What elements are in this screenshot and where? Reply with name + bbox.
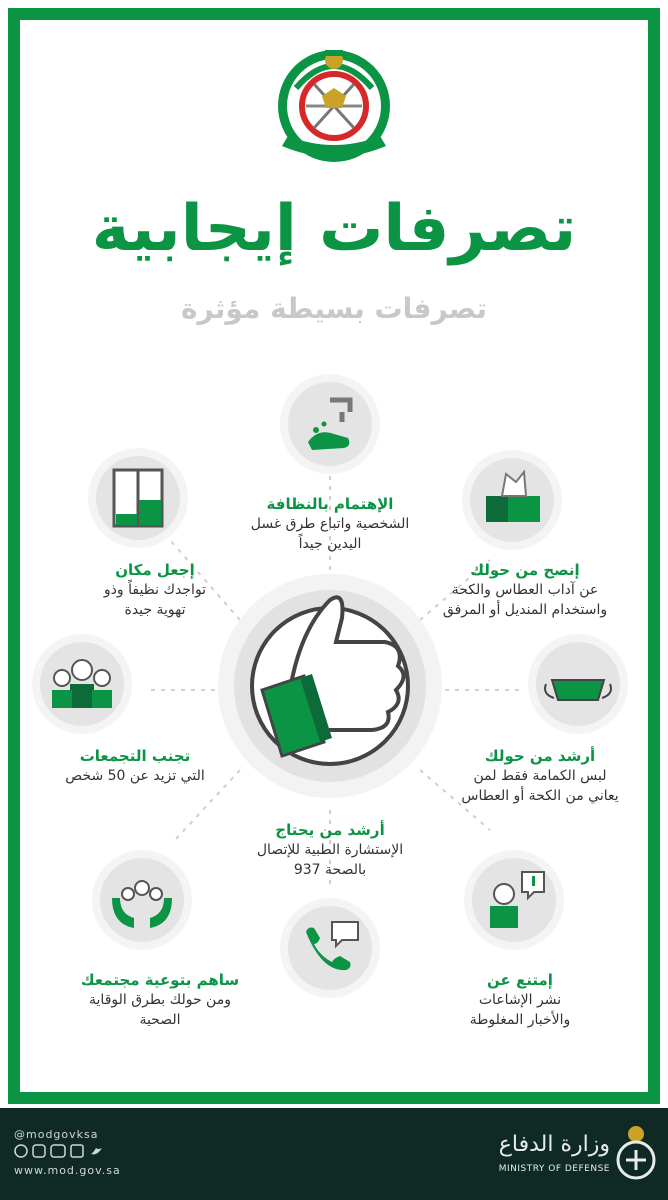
hand-washing-icon xyxy=(278,372,382,476)
social-icons xyxy=(14,1144,134,1158)
tissue-box-icon xyxy=(460,448,564,552)
face-mask-icon xyxy=(526,632,630,736)
item-mask-guidance: أرشد من حولك لبس الكمامة فقط لمن يعاني من الكحة أو العطاس xyxy=(461,747,619,804)
page-subtitle: تصرفات بسيطة مؤثرة xyxy=(180,292,488,325)
instagram-icon xyxy=(33,1145,45,1157)
community-hands-icon xyxy=(90,848,194,952)
item-hygiene: الإهتمام بالنظافة الشخصية واتباع طرق غسل اليدين جيداً xyxy=(250,495,410,552)
item-avoid-gatherings: تجنب التجمعات التي تزيد عن 50 شخص xyxy=(65,747,205,784)
page-title: تصرفات إيجابية xyxy=(91,192,577,266)
ministry-name-english: MINISTRY OF DEFENSE xyxy=(498,1164,610,1174)
footer-bar xyxy=(0,1108,668,1200)
phone-icon xyxy=(278,896,382,1000)
window-icon xyxy=(86,446,190,550)
website-url: www.mod.gov.sa xyxy=(14,1164,121,1177)
item-community-awareness: ساهم بتوعية مجتمعك ومن حولك بطرق الوقاية الصحية xyxy=(80,971,240,1028)
ministry-emblem-icon xyxy=(262,36,406,172)
twitter-icon xyxy=(91,1148,102,1154)
crowd-icon xyxy=(30,632,134,736)
thumbs-up-icon xyxy=(218,574,442,798)
facebook-icon xyxy=(71,1145,83,1157)
item-sneeze-etiquette: إنصح من حولك عن آداب العطاس والكحة واستخدام المنديل أو المرفق xyxy=(442,561,608,618)
ministry-name-arabic: وزارة الدفاع xyxy=(498,1132,610,1157)
footer-emblem-icon xyxy=(612,1120,660,1186)
social-handle: @modgovksa xyxy=(14,1128,99,1141)
item-avoid-rumors: إمتنع عن نشر الإشاعات والأخبار المغلوطة xyxy=(469,971,571,1028)
rumor-person-icon xyxy=(462,848,566,952)
snapchat-icon xyxy=(15,1145,27,1157)
item-medical-consult: أرشد من يحتاج الإستشارة الطبية للإتصال بالصحة 937 xyxy=(256,821,404,878)
item-clean-place: إجعل مكان تواجدك نظيفاً وذو تهوية جيدة xyxy=(103,561,207,618)
youtube-icon xyxy=(51,1145,65,1157)
